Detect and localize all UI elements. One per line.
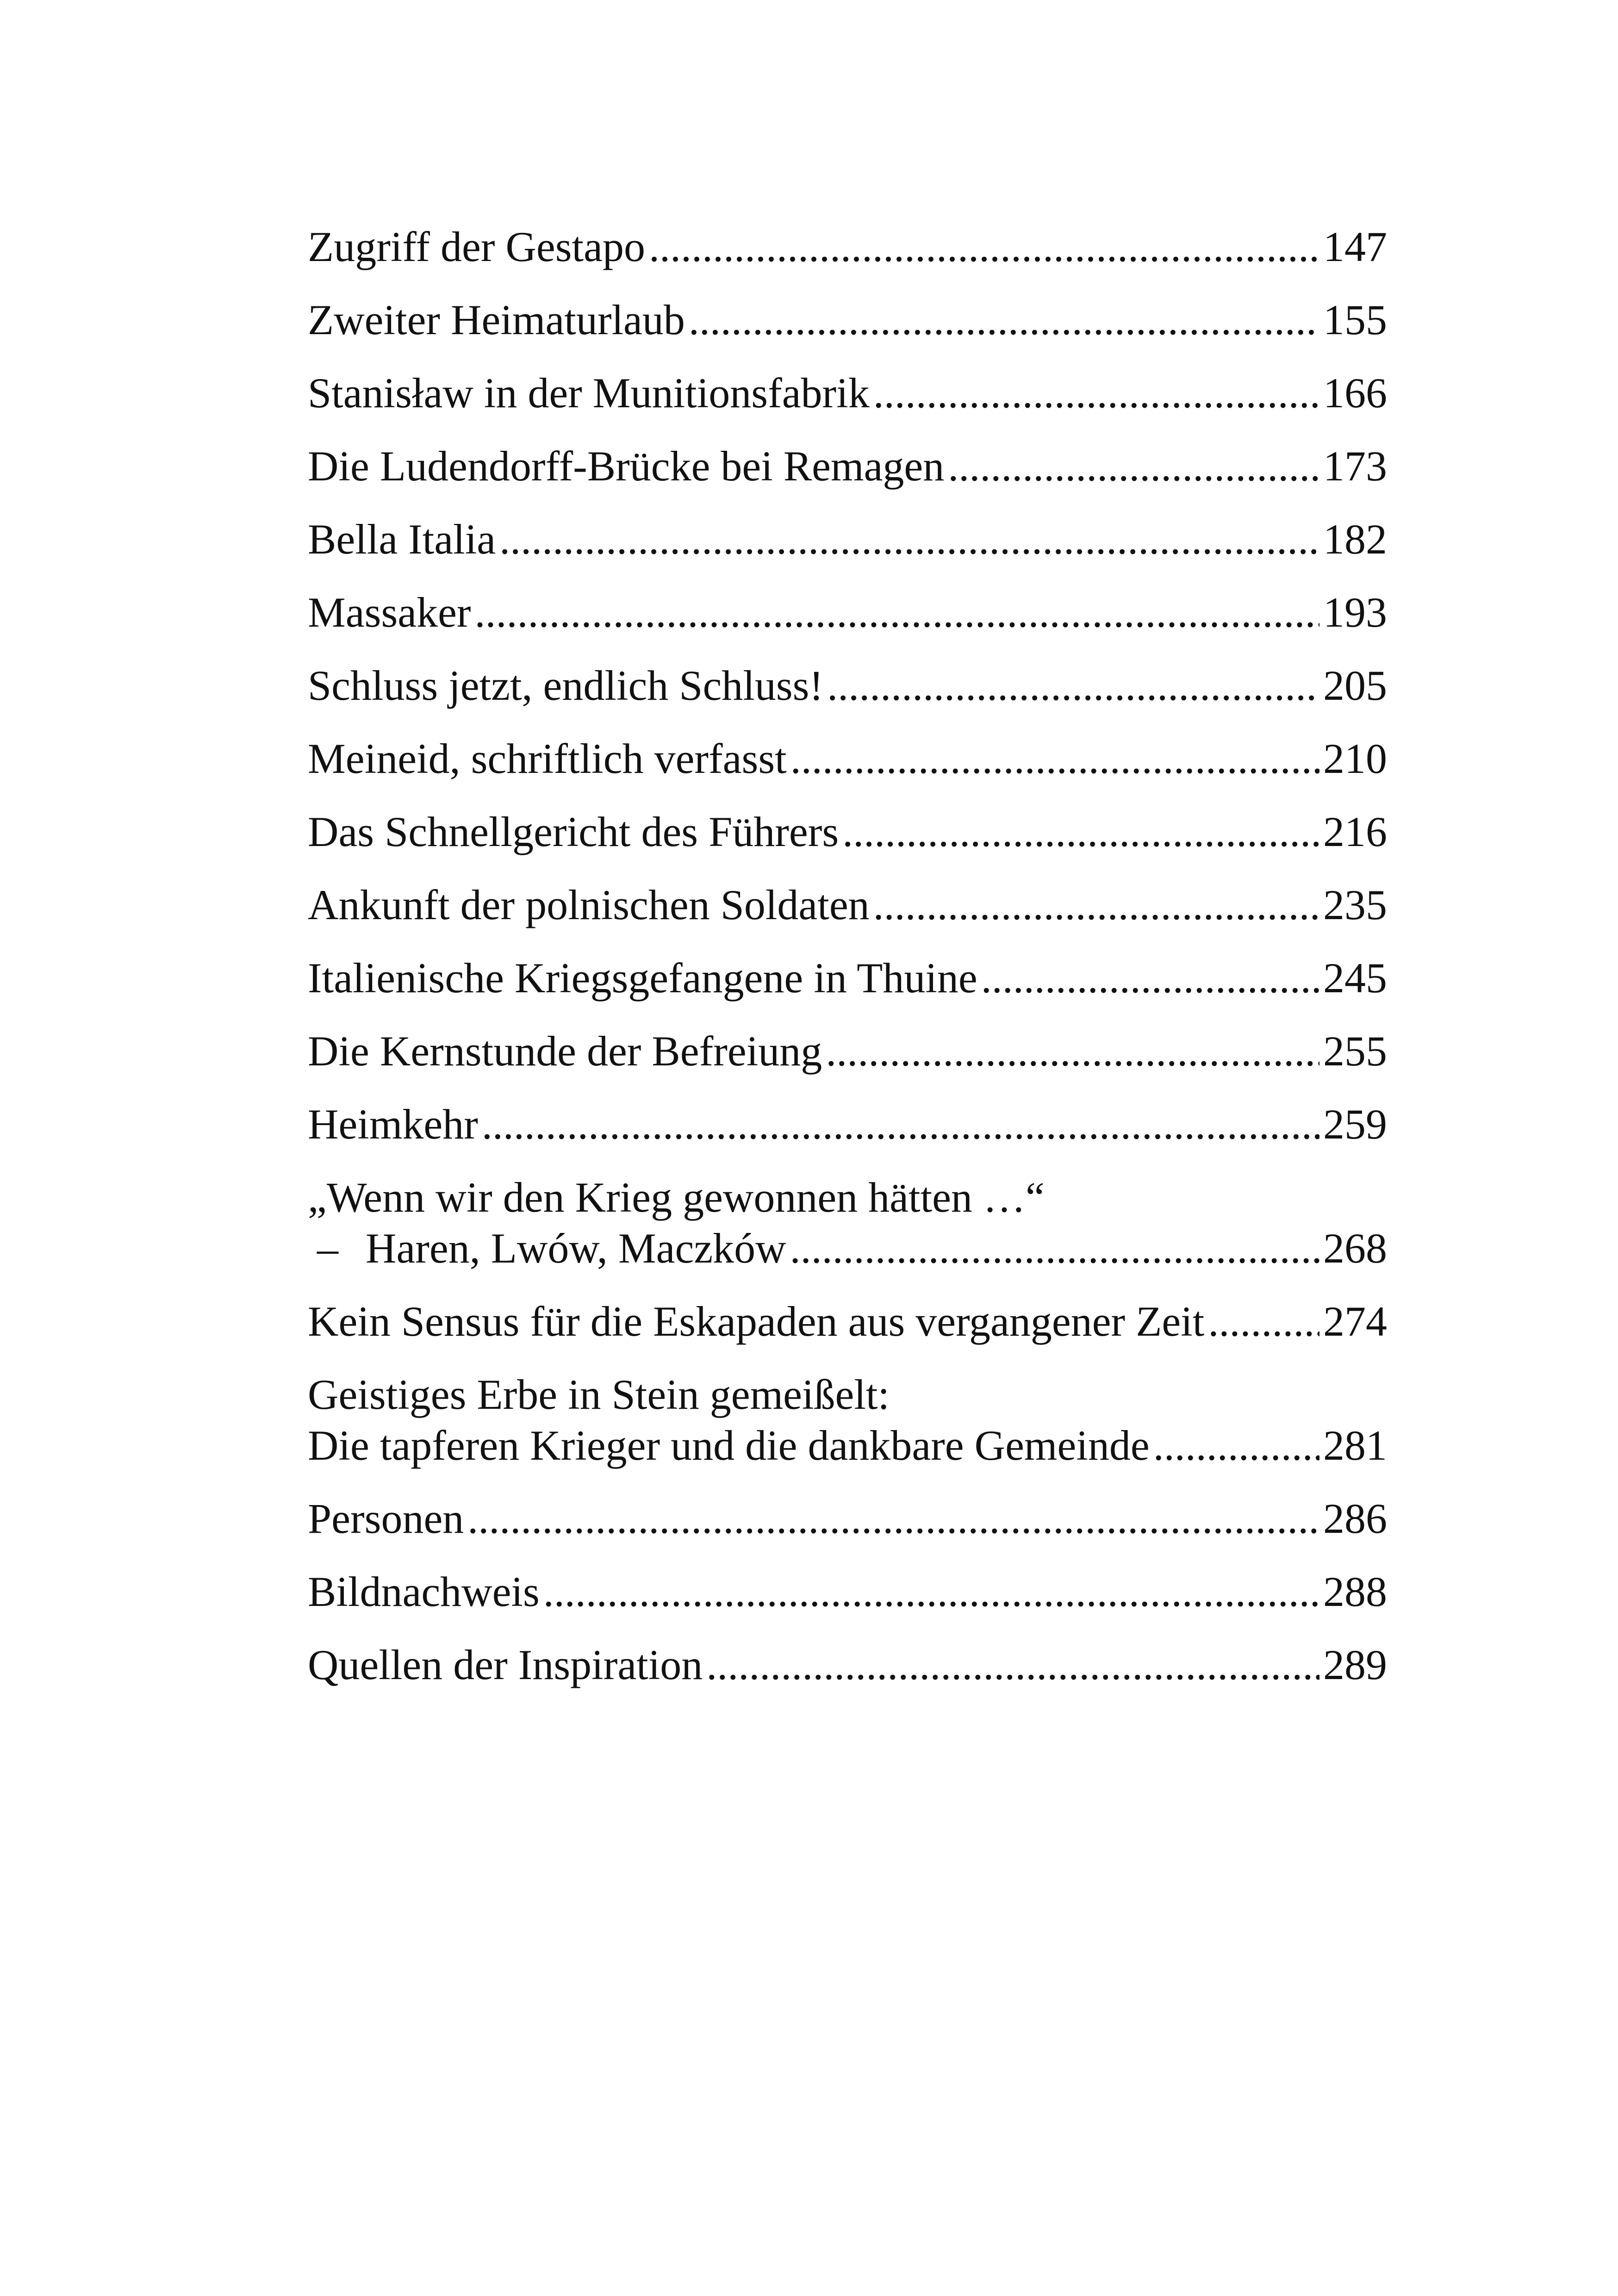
toc-entry-title: Kein Sensus für die Eskapaden aus vergangener Zeit bbox=[308, 1298, 1205, 1345]
toc-entry bbox=[308, 806, 1387, 857]
dot-leader bbox=[948, 441, 1319, 492]
toc-entry-page: 216 bbox=[1323, 808, 1387, 855]
dot-leader bbox=[981, 952, 1319, 1003]
dot-leader bbox=[649, 221, 1319, 272]
dot-leader bbox=[827, 660, 1319, 711]
toc-entry-title: Stanisław in der Munitionsfabrik bbox=[308, 369, 870, 417]
toc-entry-title: Die Kernstunde der Befreiung bbox=[308, 1027, 822, 1075]
toc-entry-page: 288 bbox=[1323, 1568, 1387, 1615]
toc-entry-multiline bbox=[308, 1172, 1387, 1274]
toc-entry bbox=[308, 514, 1387, 565]
toc-entry bbox=[308, 441, 1387, 492]
toc-entry-title: Die Ludendorff-Brücke bei Remagen bbox=[308, 442, 945, 490]
toc-entry-page: 210 bbox=[1323, 735, 1387, 782]
dot-leader bbox=[467, 1493, 1319, 1544]
toc-entry-title: Das Schnellgericht des Führers bbox=[308, 808, 839, 855]
dot-leader bbox=[790, 1223, 1319, 1274]
dot-leader bbox=[873, 879, 1319, 930]
toc-entry-title: Italienische Kriegsgefangene in Thuine bbox=[308, 954, 977, 1002]
toc-entry bbox=[308, 221, 1387, 272]
toc-entry bbox=[308, 733, 1387, 784]
toc-entry-page: 289 bbox=[1323, 1641, 1387, 1688]
toc-entry-title-line2: Die tapferen Krieger und die dankbare Gemeinde bbox=[308, 1422, 1150, 1469]
toc-entry-title: Heimkehr bbox=[308, 1101, 478, 1148]
toc-entry-title: Massaker bbox=[308, 589, 471, 636]
toc-entry-page: 255 bbox=[1323, 1027, 1387, 1075]
toc-entry-title: Bildnachweis bbox=[308, 1568, 540, 1615]
toc-entry bbox=[308, 1099, 1387, 1150]
dot-leader bbox=[475, 587, 1319, 638]
toc-entry-title: Schluss jetzt, endlich Schluss! bbox=[308, 662, 824, 709]
table-of-contents bbox=[308, 221, 1387, 1712]
dot-leader bbox=[1208, 1296, 1319, 1347]
toc-entry-page: 286 bbox=[1323, 1495, 1387, 1542]
toc-entry-title-line1: „Wenn wir den Krieg gewonnen hätten …“ bbox=[308, 1174, 1045, 1221]
toc-entry-page: 205 bbox=[1323, 662, 1387, 709]
toc-entry bbox=[308, 367, 1387, 418]
toc-entry-page: 166 bbox=[1323, 369, 1387, 417]
toc-entry bbox=[308, 879, 1387, 930]
dot-leader bbox=[499, 514, 1319, 565]
toc-entry-page: 193 bbox=[1323, 589, 1387, 636]
toc-entry bbox=[308, 660, 1387, 711]
dot-leader bbox=[543, 1566, 1319, 1617]
dot-leader bbox=[826, 1026, 1319, 1076]
toc-entry-page: 281 bbox=[1323, 1422, 1387, 1469]
toc-entry-page: 259 bbox=[1323, 1101, 1387, 1148]
toc-entry-title: Bella Italia bbox=[308, 516, 496, 563]
toc-entry-page: 235 bbox=[1323, 881, 1387, 928]
toc-entry-title: Zweiter Heimaturlaub bbox=[308, 296, 685, 343]
dot-leader bbox=[689, 294, 1319, 345]
toc-entry-subtitle: Haren, Lwów, Maczków bbox=[366, 1225, 786, 1272]
toc-entry-multiline bbox=[308, 1369, 1387, 1471]
dot-leader bbox=[842, 806, 1319, 857]
dot-leader bbox=[482, 1099, 1319, 1150]
toc-entry-title: Meineid, schriftlich verfasst bbox=[308, 735, 787, 782]
toc-entry-page: 155 bbox=[1323, 296, 1387, 343]
dot-leader bbox=[790, 733, 1319, 784]
dot-leader bbox=[1153, 1420, 1319, 1471]
toc-entry-page: 268 bbox=[1323, 1225, 1387, 1272]
dot-leader bbox=[873, 367, 1319, 418]
toc-entry-title: Zugriff der Gestapo bbox=[308, 223, 645, 270]
toc-entry bbox=[308, 1026, 1387, 1076]
toc-entry-title: Ankunft der polnischen Soldaten bbox=[308, 881, 870, 928]
toc-entry-title-line2 bbox=[308, 1223, 786, 1274]
toc-entry-title: Quellen der Inspiration bbox=[308, 1641, 703, 1688]
toc-entry bbox=[308, 587, 1387, 638]
dot-leader bbox=[706, 1639, 1319, 1690]
toc-entry bbox=[308, 1566, 1387, 1617]
toc-entry-page: 173 bbox=[1323, 442, 1387, 490]
toc-entry-page: 182 bbox=[1323, 516, 1387, 563]
toc-entry-title-line1: Geistiges Erbe in Stein gemeißelt: bbox=[308, 1371, 890, 1418]
toc-entry bbox=[308, 952, 1387, 1003]
toc-entry bbox=[308, 1493, 1387, 1544]
toc-entry-title: Personen bbox=[308, 1495, 464, 1542]
toc-entry-page: 245 bbox=[1323, 954, 1387, 1002]
toc-entry bbox=[308, 1296, 1387, 1347]
toc-entry bbox=[308, 294, 1387, 345]
dash-glyph: – bbox=[317, 1225, 338, 1272]
toc-entry bbox=[308, 1639, 1387, 1690]
toc-entry-page: 147 bbox=[1323, 223, 1387, 270]
toc-entry-page: 274 bbox=[1323, 1298, 1387, 1345]
